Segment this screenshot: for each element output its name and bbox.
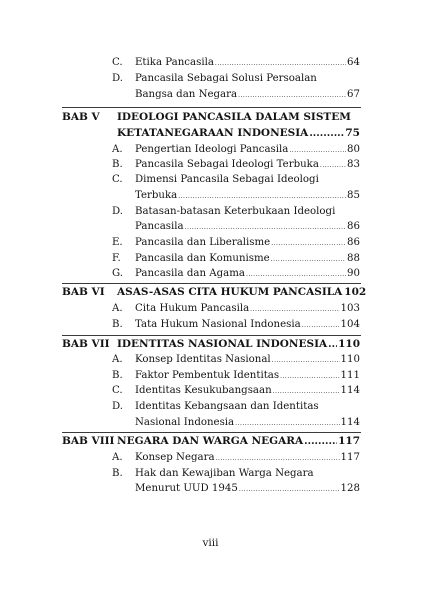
toc-entry[interactable] [135,220,360,234]
dot-leader [280,369,339,383]
toc-entry-title[interactable]: Batasan-batasan Keterbukaan Ideologi [135,206,336,217]
toc-entry[interactable] [135,318,360,332]
chapter-title: ASAS-ASAS CITA HUKUM PANCASILA [117,286,343,298]
dot-leader [273,384,340,398]
toc-entry-page: 114 [340,417,360,428]
dot-leader [235,416,339,430]
toc-entry-title: Pancasila dan Agama [135,268,245,279]
dot-leader [289,143,346,157]
toc-entry-page: 90 [347,268,360,279]
dot-leader [328,338,337,351]
chapter-divider [62,283,361,284]
page-number: viii [202,537,219,549]
toc-entry[interactable] [135,56,360,70]
chapter-divider [62,107,361,108]
dot-leader [309,127,344,140]
toc-entry[interactable] [135,369,360,383]
toc-entry[interactable] [135,143,360,157]
toc-entry-page: 104 [340,319,360,330]
toc-entry-page: 83 [347,159,360,170]
toc-entry-title[interactable]: Dimensi Pancasila Sebagai Ideologi [135,174,319,185]
chapter-number: BAB VII [62,338,110,350]
toc-entry-title-cont: Menurut UUD 1945 [135,483,238,494]
toc-entry-title-cont: Pancasila [135,221,184,232]
dot-leader [302,318,340,332]
dot-leader [272,353,340,367]
toc-entry-page: 67 [347,89,360,100]
dot-leader [238,88,346,102]
dot-leader [250,302,339,316]
toc-entry-title: Faktor Pembentuk Identitas [135,370,280,381]
toc-entry-page: 80 [347,144,360,155]
toc-entry-letter: A. [112,354,123,365]
toc-entry-page: 86 [347,237,360,248]
toc-entry-title-cont: Bangsa dan Negara [135,89,238,100]
toc-entry-letter: B. [112,370,123,381]
toc-entry-letter: B. [112,159,123,170]
dot-leader [271,252,346,266]
toc-entry-title[interactable]: Identitas Kebangsaan dan Identitas [135,401,319,412]
dot-leader [271,236,346,250]
toc-entry-page: 103 [340,303,360,314]
chapter-title[interactable]: IDEOLOGI PANCASILA DALAM SISTEM [117,111,351,123]
toc-entry-title: Konsep Negara [135,452,215,463]
toc-entry[interactable] [135,302,360,316]
toc-entry-title: Pancasila Sebagai Ideologi Terbuka [135,159,319,170]
toc-entry-title: Identitas Kesukubangsaan [135,385,272,396]
toc-entry[interactable] [135,158,360,172]
chapter-page: 117 [338,435,360,447]
chapter-heading[interactable] [117,435,360,448]
dot-leader [178,189,346,203]
toc-entry[interactable] [135,267,360,281]
toc-entry-title: Cita Hukum Pancasila [135,303,250,314]
chapter-page: 110 [338,338,360,350]
toc-entry-title: Pancasila dan Komunisme [135,253,270,264]
toc-entry-letter: C. [112,385,123,396]
toc-entry-page: 128 [340,483,360,494]
toc-entry-letter: D. [112,73,124,84]
chapter-number: BAB V [62,111,100,123]
chapter-divider [62,335,361,336]
toc-entry-page: 110 [340,354,360,365]
chapter-heading[interactable] [117,338,360,351]
toc-entry-letter: C. [112,174,123,185]
toc-entry-letter: D. [112,401,124,412]
toc-entry-page: 117 [340,452,360,463]
toc-entry-page: 114 [340,385,360,396]
chapter-number: BAB VI [62,286,105,298]
chapter-page: 102 [344,286,367,298]
toc-entry-letter: A. [112,452,123,463]
toc-entry-title: Konsep Identitas Nasional [135,354,271,365]
toc-entry-letter: A. [112,144,123,155]
toc-entry-page: 111 [340,370,360,381]
toc-entry[interactable] [135,252,360,266]
chapter-divider [62,432,361,433]
dot-leader [239,482,340,496]
dot-leader [304,435,337,448]
toc-entry-title-cont: Terbuka [135,190,178,201]
toc-entry-letter: G. [112,268,124,279]
dot-leader [246,267,346,281]
toc-entry[interactable] [135,416,360,430]
chapter-title: IDENTITAS NASIONAL INDONESIA [117,338,328,350]
toc-entry[interactable] [135,189,360,203]
toc-entry-letter: A. [112,303,123,314]
toc-entry-title[interactable]: Pancasila Sebagai Solusi Persoalan [135,73,317,84]
chapter-title: NEGARA DAN WARGA NEGARA [117,435,304,447]
toc-entry-page: 85 [347,190,360,201]
toc-entry-page: 64 [347,57,360,68]
chapter-page: 75 [345,127,360,139]
toc-entry-title-cont: Nasional Indonesia [135,417,235,428]
toc-entry[interactable] [135,482,360,496]
toc-entry-letter: E. [112,237,123,248]
toc-entry[interactable] [135,384,360,398]
toc-entry-title: Pancasila dan Liberalisme [135,237,271,248]
toc-entry-title: Tata Hukum Nasional Indonesia [135,319,301,330]
toc-entry-letter: B. [112,319,123,330]
toc-entry-page: 86 [347,221,360,232]
toc-entry-letter: B. [112,468,123,479]
toc-entry[interactable] [135,451,360,465]
toc-entry[interactable] [135,353,360,367]
toc-entry-page: 88 [347,253,360,264]
toc-entry-letter: F. [112,253,121,264]
toc-entry-title: Etika Pancasila [135,57,214,68]
toc-entry-title[interactable]: Hak dan Kewajiban Warga Negara [135,468,314,479]
dot-leader [320,158,346,172]
dot-leader [215,56,346,70]
chapter-number: BAB VIII [62,435,115,447]
chapter-heading[interactable] [117,286,367,299]
chapter-heading[interactable] [117,127,360,140]
toc-entry-title: Pengertian Ideologi Pancasila [135,144,289,155]
toc-entry[interactable] [135,236,360,250]
toc-entry-letter: D. [112,206,124,217]
toc-entry[interactable] [135,88,360,102]
dot-leader [185,220,346,234]
chapter-title-cont: KETATANEGARAAN INDONESIA [117,127,309,139]
dot-leader [216,451,340,465]
toc-entry-letter: C. [112,57,123,68]
